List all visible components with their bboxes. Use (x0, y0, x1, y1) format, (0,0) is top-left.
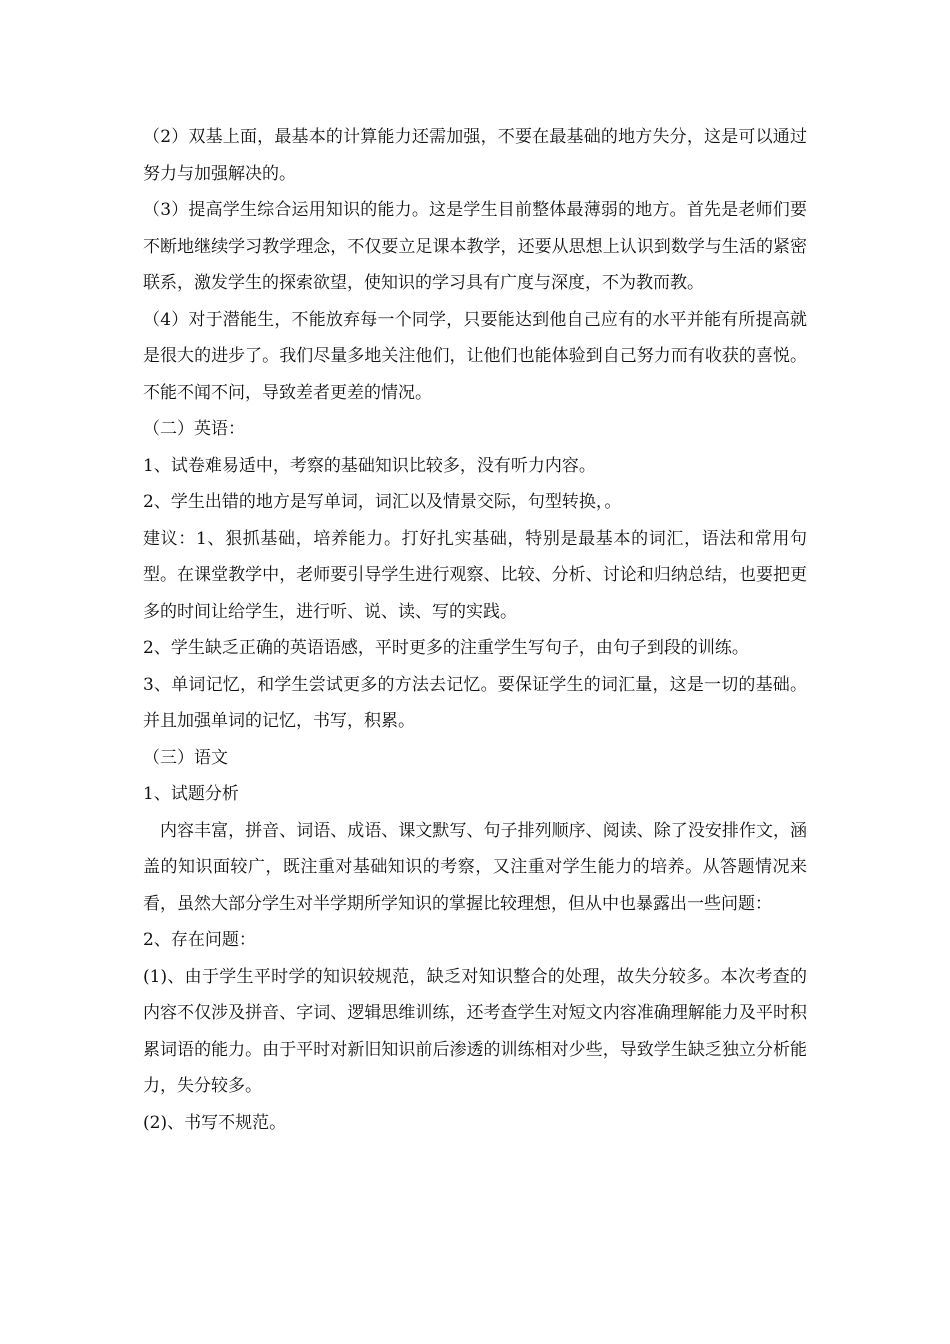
paragraph-english-suggestion-2: 2、学生缺乏正确的英语语感，平时更多的注重学生写句子，由句子到段的训练。 (143, 638, 749, 658)
paragraph-comprehensive-ability: （3）提高学生综合运用知识的能力。这是学生目前整体最薄弱的地方。首先是老师们要不断地继续学习教学理念，不仅要立足课本教学，还要从思想上认识到数学与生活的紧密联系，激发学生的探索欲望，使知识的学习具有广度与深度，不为教而教。 (143, 200, 807, 293)
section-heading-english: （二）英语： (143, 419, 245, 439)
subheading-problems: 2、存在问题： (143, 930, 256, 950)
document-page (143, 119, 807, 1141)
paragraph-calc-skills: （2）双基上面，最基本的计算能力还需加强，不要在最基础的地方失分，这是可以通过努力与加强解决的。 (143, 127, 807, 184)
paragraph-english-2: 2、学生出错的地方是写单词，词汇以及情景交际，句型转换，。 (143, 492, 622, 512)
paragraph-english-1: 1、试卷难易适中，考察的基础知识比较多，没有听力内容。 (143, 455, 596, 476)
paragraph-potential-students: （4）对于潜能生，不能放弃每一个同学，只要能达到他自己应有的水平并能有所提高就是很大的进步了。我们尽量多地关注他们，让他们也能体验到自己努力而有收获的喜悦。不能不闻不问，导致差者更差的情况。 (143, 309, 807, 403)
paragraph-problem-1: (1)、由于学生平时学的知识较规范，缺乏对知识整合的处理，故失分较多。本次考查的内容不仅涉及拼音、字词、逻辑思维训练，还考查学生对短文内容准确理解能力及平时积累词语的能力。由于平时对新旧知识前后渗透的训练相对少些，导致学生缺乏独立分析能力，失分较多。 (143, 966, 807, 1096)
paragraph-question-analysis: 内容丰富，拼音、词语、成语、课文默写、句子排列顺序、阅读、除了没安排作文，涵盖的知识面较广，既注重对基础知识的考察，又注重对学生能力的培养。从答题情况来看，虽然大部分学生对半学期所学知识的掌握比较理想，但从中也暴露出一些问题： (143, 820, 807, 914)
paragraph-problem-2: (2)、书写不规范。 (143, 1112, 287, 1133)
paragraph-english-suggestion-1: 建议：1、狠抓基础，培养能力。打好扎实基础，特别是最基本的词汇，语法和常用句型。在课堂教学中，老师要引导学生进行观察、比较、分析、讨论和归纳总结，也要把更多的时间让给学生，进行听、说、读、写的实践。 (143, 528, 807, 622)
section-heading-chinese: （三）语文 (143, 747, 228, 768)
subheading-question-analysis: 1、试题分析 (143, 784, 239, 804)
paragraph-english-suggestion-3: 3、单词记忆，和学生尝试更多的方法去记忆。要保证学生的词汇量，这是一切的基础。并且加强单词的记忆，书写，积累。 (143, 674, 807, 731)
